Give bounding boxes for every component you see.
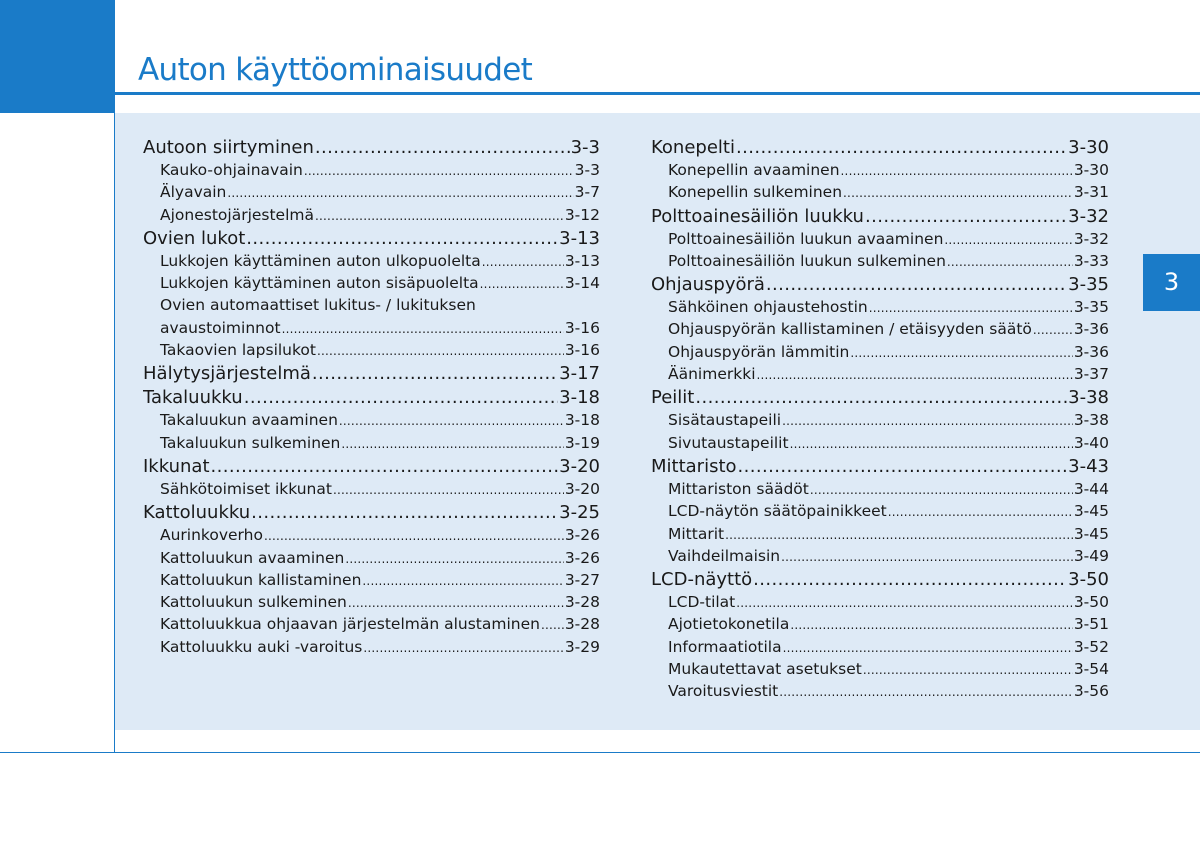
toc-subsection-entry[interactable] bbox=[651, 523, 1109, 545]
toc-dot-leader bbox=[695, 386, 1067, 409]
toc-entry-title: Mittariston säädöt bbox=[668, 479, 809, 498]
toc-subsection-entry[interactable] bbox=[651, 296, 1109, 318]
toc-subsection-entry[interactable] bbox=[143, 159, 600, 181]
toc-dot-leader bbox=[315, 136, 570, 159]
toc-dot-leader bbox=[362, 570, 563, 591]
toc-page-number: 3-19 bbox=[564, 433, 600, 452]
toc-dot-leader bbox=[227, 182, 573, 203]
toc-dot-leader bbox=[333, 479, 564, 500]
toc-dot-leader bbox=[863, 659, 1073, 680]
toc-dot-leader bbox=[779, 681, 1073, 702]
toc-entry-title: Ovien automaattiset lukitus- / lukituksen bbox=[160, 296, 476, 315]
toc-section-entry[interactable] bbox=[651, 273, 1109, 296]
toc-dot-leader bbox=[781, 546, 1073, 567]
toc-entry-title: Mittaristo bbox=[651, 455, 737, 477]
toc-dot-leader bbox=[736, 136, 1067, 159]
toc-subsection-entry[interactable] bbox=[651, 409, 1109, 431]
footer-rule bbox=[0, 752, 1200, 753]
toc-page-number: 3-56 bbox=[1073, 682, 1109, 701]
toc-subsection-entry[interactable] bbox=[651, 432, 1109, 454]
toc-dot-leader bbox=[541, 614, 564, 635]
toc-dot-leader bbox=[345, 548, 564, 569]
toc-section-entry[interactable] bbox=[651, 136, 1109, 159]
toc-dot-leader bbox=[348, 592, 564, 613]
toc-entry-title: LCD-tilat bbox=[668, 593, 736, 612]
toc-dot-leader bbox=[315, 205, 564, 226]
toc-dot-leader bbox=[725, 524, 1073, 545]
toc-dot-leader bbox=[736, 592, 1073, 613]
toc-subsection-entry[interactable] bbox=[143, 613, 600, 635]
toc-dot-leader bbox=[363, 637, 563, 658]
toc-entry-title: Konepellin avaaminen bbox=[668, 161, 840, 179]
toc-page-number: 3-26 bbox=[564, 526, 600, 545]
toc-page-number: 3-50 bbox=[1068, 569, 1109, 591]
toc-entry-title: Informaatiotila bbox=[668, 637, 782, 656]
toc-page-number: 3-13 bbox=[564, 251, 600, 270]
toc-dot-leader bbox=[782, 410, 1073, 431]
toc-page-number: 3-35 bbox=[1068, 274, 1109, 296]
toc-page-number: 3-25 bbox=[559, 502, 600, 524]
toc-page-number: 3-14 bbox=[564, 274, 600, 293]
toc-page-number: 3-3 bbox=[570, 137, 600, 158]
toc-page-number: 3-37 bbox=[1073, 365, 1109, 384]
toc-dot-leader bbox=[888, 501, 1073, 522]
toc-entry-title: Lukkojen käyttäminen auton ulkopuolelta bbox=[160, 251, 481, 270]
toc-entry-title: Kattoluukku auki -varoitus bbox=[160, 637, 363, 656]
toc-dot-leader bbox=[480, 273, 564, 294]
toc-section-entry[interactable] bbox=[651, 205, 1109, 228]
toc-dot-leader bbox=[766, 273, 1067, 296]
toc-dot-leader bbox=[312, 362, 558, 385]
toc-page-number: 3-20 bbox=[559, 455, 600, 477]
toc-subsection-entry[interactable] bbox=[143, 339, 600, 361]
toc-dot-leader bbox=[339, 410, 564, 431]
toc-subsection-entry[interactable] bbox=[651, 363, 1109, 385]
toc-page-number: 3-28 bbox=[564, 615, 600, 634]
toc-section-entry[interactable] bbox=[143, 455, 600, 478]
toc-section-entry[interactable] bbox=[143, 501, 600, 524]
toc-dot-leader bbox=[843, 182, 1073, 203]
toc-subsection-entry[interactable] bbox=[651, 341, 1109, 363]
toc-subsection-entry[interactable] bbox=[143, 569, 600, 591]
toc-page-number: 3-44 bbox=[1073, 479, 1109, 498]
toc-entry-title: Sisätaustapeili bbox=[668, 411, 782, 430]
toc-entry-title: Vaihdeilmaisin bbox=[668, 546, 781, 565]
toc-subsection-entry[interactable] bbox=[651, 228, 1109, 250]
toc-entry-title: Polttoainesäiliön luukun sulkeminen bbox=[668, 251, 946, 270]
toc-dot-leader bbox=[304, 160, 574, 181]
toc-dot-leader bbox=[246, 227, 558, 250]
toc-entry-title: Polttoainesäiliön luukun avaaminen bbox=[668, 229, 944, 248]
corner-color-block bbox=[0, 0, 114, 113]
toc-dot-leader bbox=[738, 455, 1068, 478]
toc-section-entry[interactable] bbox=[143, 386, 600, 409]
toc-column-right bbox=[651, 135, 1109, 703]
toc-entry-title: Hälytysjärjestelmä bbox=[143, 363, 311, 385]
toc-section-entry[interactable] bbox=[143, 227, 600, 250]
toc-page-number: 3-38 bbox=[1068, 387, 1109, 409]
toc-subsection-entry[interactable] bbox=[143, 547, 600, 569]
toc-page-number: 3-7 bbox=[574, 183, 600, 202]
chapter-tab[interactable]: 3 bbox=[1143, 254, 1200, 311]
toc-entry-title: Kattoluukun avaaminen bbox=[160, 548, 345, 567]
toc-subsection-entry[interactable] bbox=[143, 272, 600, 294]
toc-page-number: 3-33 bbox=[1073, 251, 1109, 270]
toc-dot-leader bbox=[341, 433, 563, 454]
toc-entry-title: Takaluukun sulkeminen bbox=[160, 433, 341, 452]
toc-dot-leader bbox=[757, 364, 1073, 385]
toc-entry-title: Takaluukku bbox=[143, 387, 243, 409]
toc-entry-title: Älyavain bbox=[160, 183, 227, 202]
toc-entry-title: Konepelti bbox=[651, 137, 735, 158]
toc-dot-leader bbox=[753, 568, 1067, 591]
toc-subsection-entry[interactable] bbox=[143, 204, 600, 226]
page-title: Auton käyttöominaisuudet bbox=[138, 52, 533, 88]
toc-page-number: 3-18 bbox=[559, 387, 600, 409]
toc-subsection-entry[interactable] bbox=[651, 591, 1109, 613]
toc-subsection-entry[interactable] bbox=[651, 613, 1109, 635]
toc-column-left bbox=[143, 135, 600, 658]
toc-page-number: 3-52 bbox=[1073, 637, 1109, 656]
toc-page-number: 3-16 bbox=[564, 341, 600, 360]
toc-entry-title: Aurinkoverho bbox=[160, 526, 263, 545]
toc-dot-leader bbox=[251, 501, 558, 524]
toc-dot-leader bbox=[211, 455, 559, 478]
toc-entry-title: Ajotietokonetila bbox=[668, 615, 790, 634]
toc-subsection-entry[interactable] bbox=[651, 159, 1109, 181]
toc-page-number: 3-3 bbox=[574, 161, 600, 179]
toc-subsection-entry[interactable] bbox=[143, 250, 600, 272]
toc-dot-leader bbox=[869, 297, 1073, 318]
toc-entry-title: Polttoainesäiliön luukku bbox=[651, 205, 864, 227]
toc-entry-title: Ohjauspyörän kallistaminen / etäisyyden säätö bbox=[668, 320, 1032, 339]
toc-page-number: 3-51 bbox=[1073, 615, 1109, 634]
toc-dot-leader bbox=[783, 637, 1073, 658]
toc-section-entry[interactable] bbox=[651, 568, 1109, 591]
toc-entry-title: Kattoluukun sulkeminen bbox=[160, 593, 347, 612]
toc-page-number: 3-43 bbox=[1068, 455, 1109, 477]
toc-page-number: 3-54 bbox=[1073, 660, 1109, 679]
toc-section-entry[interactable] bbox=[143, 362, 600, 385]
toc-dot-leader bbox=[947, 251, 1073, 272]
toc-page-number: 3-30 bbox=[1073, 161, 1109, 179]
toc-entry-title: Kattoluukku bbox=[143, 502, 251, 524]
toc-subsection-entry[interactable] bbox=[143, 317, 600, 339]
toc-entry-title: Takaluukun avaaminen bbox=[160, 411, 338, 430]
toc-page-number: 3-40 bbox=[1073, 433, 1109, 452]
toc-entry-title: Ikkunat bbox=[143, 455, 210, 477]
toc-dot-leader bbox=[865, 205, 1067, 228]
toc-dot-leader bbox=[244, 386, 558, 409]
toc-entry-title: Autoon siirtyminen bbox=[143, 137, 314, 158]
toc-entry-title: Sivutaustapeilit bbox=[668, 433, 789, 452]
toc-subsection-entry[interactable] bbox=[143, 409, 600, 431]
toc-entry-title: Varoitusviestit bbox=[668, 682, 779, 701]
toc-section-entry[interactable] bbox=[143, 136, 600, 159]
toc-page-number: 3-13 bbox=[559, 227, 600, 249]
toc-page-number: 3-27 bbox=[564, 570, 600, 589]
toc-entry-title: avaustoiminnot bbox=[160, 318, 281, 337]
toc-entry-title: Ovien lukot bbox=[143, 227, 246, 249]
toc-page-number: 3-32 bbox=[1068, 205, 1109, 227]
toc-dot-leader bbox=[810, 479, 1073, 500]
toc-page-number: 3-29 bbox=[564, 637, 600, 656]
toc-entry-title: Takaovien lapsilukot bbox=[160, 341, 316, 360]
toc-subsection-entry[interactable] bbox=[651, 545, 1109, 567]
toc-entry-title: Kattoluukun kallistaminen bbox=[160, 570, 362, 589]
toc-dot-leader bbox=[790, 614, 1072, 635]
toc-dot-leader bbox=[264, 525, 564, 546]
toc-page-number: 3-36 bbox=[1073, 342, 1109, 361]
toc-entry-title: Lukkojen käyttäminen auton sisäpuolelta bbox=[160, 274, 479, 293]
toc-dot-leader bbox=[841, 160, 1073, 181]
toc-dot-leader bbox=[317, 340, 564, 361]
toc-subsection-entry[interactable] bbox=[651, 500, 1109, 522]
toc-page-number: 3-20 bbox=[564, 479, 600, 498]
toc-subsection-entry[interactable] bbox=[651, 181, 1109, 203]
toc-subsection-entry[interactable] bbox=[651, 658, 1109, 680]
toc-page-number: 3-49 bbox=[1073, 546, 1109, 565]
toc-entry-title: Konepellin sulkeminen bbox=[668, 183, 843, 202]
toc-section-entry[interactable] bbox=[651, 386, 1109, 409]
toc-subsection-entry[interactable] bbox=[143, 636, 600, 658]
toc-dot-leader bbox=[282, 318, 564, 339]
toc-entry-title: Mittarit bbox=[668, 524, 725, 543]
toc-entry-title: Sähköinen ohjaustehostin bbox=[668, 298, 868, 317]
toc-page-number: 3-35 bbox=[1073, 298, 1109, 317]
toc-page-number: 3-50 bbox=[1073, 593, 1109, 612]
toc-page-number: 3-26 bbox=[564, 548, 600, 567]
toc-page-number: 3-32 bbox=[1073, 229, 1109, 248]
toc-entry-title: Äänimerkki bbox=[668, 365, 756, 384]
toc-subsection-entry[interactable] bbox=[143, 524, 600, 546]
toc-page-number: 3-17 bbox=[559, 363, 600, 385]
toc-subsection-entry[interactable] bbox=[143, 478, 600, 500]
toc-subsection-entry[interactable] bbox=[651, 478, 1109, 500]
toc-page-number: 3-45 bbox=[1073, 502, 1109, 521]
toc-entry-title: Ohjauspyörän lämmitin bbox=[668, 342, 850, 361]
toc-page-number: 3-31 bbox=[1073, 183, 1109, 202]
toc-entry-title: Kattoluukkua ohjaavan järjestelmän alustaminen bbox=[160, 615, 540, 634]
toc-section-entry[interactable] bbox=[651, 455, 1109, 478]
toc-dot-leader bbox=[1033, 319, 1073, 340]
toc-subsection-entry[interactable] bbox=[651, 636, 1109, 658]
toc-page-number: 3-30 bbox=[1068, 137, 1109, 158]
toc-subsection-entry[interactable] bbox=[651, 250, 1109, 272]
toc-dot-leader bbox=[790, 433, 1073, 454]
toc-page-number: 3-18 bbox=[564, 411, 600, 430]
toc-entry-title: Sähkötoimiset ikkunat bbox=[160, 479, 332, 498]
toc-subsection-entry[interactable] bbox=[143, 432, 600, 454]
toc-entry-title: Kauko-ohjainavain bbox=[160, 161, 303, 179]
toc-page-number: 3-38 bbox=[1073, 411, 1109, 430]
toc-entry-title: LCD-näytön säätöpainikkeet bbox=[668, 502, 887, 521]
toc-dot-leader bbox=[850, 342, 1072, 363]
toc-subsection-entry[interactable] bbox=[651, 318, 1109, 340]
toc-subsection-entry[interactable] bbox=[143, 181, 600, 203]
toc-entry-title: Peilit bbox=[651, 387, 695, 409]
toc-subsection-entry[interactable] bbox=[143, 294, 600, 316]
toc-dot-leader bbox=[944, 229, 1072, 250]
toc-page-number: 3-45 bbox=[1073, 524, 1109, 543]
toc-page-number: 3-12 bbox=[564, 205, 600, 224]
toc-subsection-entry[interactable] bbox=[143, 591, 600, 613]
toc-page-number: 3-16 bbox=[564, 318, 600, 337]
toc-entry-title: Mukautettavat asetukset bbox=[668, 660, 862, 679]
toc-entry-title: LCD-näyttö bbox=[651, 569, 753, 591]
toc-page-number: 3-28 bbox=[564, 593, 600, 612]
toc-page-number: 3-36 bbox=[1073, 320, 1109, 339]
toc-subsection-entry[interactable] bbox=[651, 680, 1109, 702]
toc-dot-leader bbox=[482, 251, 564, 272]
toc-entry-title: Ohjauspyörä bbox=[651, 274, 765, 296]
title-underline bbox=[114, 92, 1200, 95]
toc-entry-title: Ajonestojärjestelmä bbox=[160, 205, 315, 224]
